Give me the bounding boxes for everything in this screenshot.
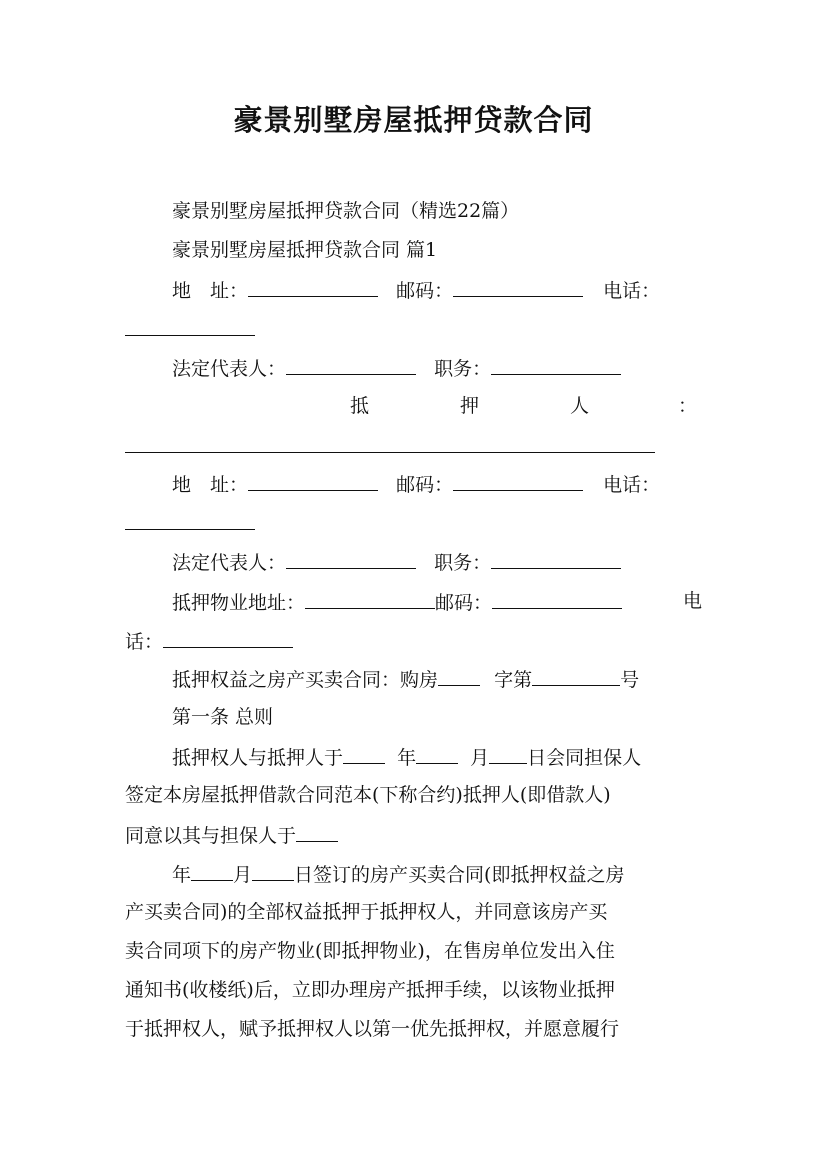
property-phone-blank xyxy=(163,627,293,648)
p2-text-a: 年 xyxy=(172,864,192,886)
postcode-blank xyxy=(453,276,583,297)
phone-label-2: 电话： xyxy=(603,474,661,496)
phone-suffix: 话： xyxy=(125,631,164,653)
p2-line-4: 通知书(收楼纸)后，立即办理房产抵押手续，以该物业抵押 xyxy=(125,979,615,1001)
p1-blank-1 xyxy=(343,743,385,764)
intro-line: 豪景别墅房屋抵押贷款合同（精选22篇） xyxy=(172,200,520,222)
contract-ref-blank-2 xyxy=(532,665,620,686)
phone-blank-2 xyxy=(125,509,255,530)
phone-prefix: 电 xyxy=(683,590,703,612)
position-label: 职务： xyxy=(434,358,492,380)
party-a-contact-line xyxy=(172,276,660,304)
legal-rep-blank-2 xyxy=(286,548,416,569)
mortgagor-char-4: ： xyxy=(678,395,698,417)
p2-text-c: 日签订的房产买卖合同(即抵押权益之房 xyxy=(294,864,625,886)
party-a-phone-continued xyxy=(125,315,255,343)
contract-ref-b: 字第 xyxy=(494,669,533,691)
position-label-2: 职务： xyxy=(434,552,492,574)
postcode-blank-2 xyxy=(453,470,583,491)
phone-label: 电话： xyxy=(603,280,661,302)
mortgagor-char-1: 抵 xyxy=(350,395,370,417)
mortgagor-blank-line xyxy=(125,452,655,453)
party-b-rep-line xyxy=(172,548,621,576)
party-b-phone-continued xyxy=(125,509,255,537)
p1-line-1 xyxy=(172,743,641,771)
property-phone-line xyxy=(125,627,293,655)
address-blank-2 xyxy=(248,470,378,491)
address-label-2: 地 址： xyxy=(172,474,249,496)
property-address-blank xyxy=(305,588,435,609)
p1-text-a: 抵押权人与抵押人于 xyxy=(172,747,344,769)
postcode-label: 邮码： xyxy=(396,280,454,302)
p1-line-2: 签定本房屋抵押借款合同范本(下称合约)抵押人(即借款人) xyxy=(125,784,611,806)
p1-blank-2 xyxy=(416,743,458,764)
phone-blank xyxy=(125,315,255,336)
contract-ref-line xyxy=(172,665,639,693)
p2-text-b: 月 xyxy=(233,864,253,886)
party-b-contact-line xyxy=(172,470,660,498)
contract-ref-a: 抵押权益之房产买卖合同：购房 xyxy=(172,669,439,691)
property-address-line xyxy=(172,588,622,616)
p2-line-3: 卖合同项下的房产物业(即抵押物业)，在售房单位发出入住 xyxy=(125,940,615,962)
p1-blank-4 xyxy=(296,821,338,842)
position-blank xyxy=(491,354,621,375)
contract-ref-blank-1 xyxy=(438,665,480,686)
p2-line-1 xyxy=(172,860,624,888)
p1-line-3 xyxy=(125,821,338,849)
p1-text-c: 月 xyxy=(470,747,490,769)
p2-line-5: 于抵押权人，赋予抵押权人以第一优先抵押权，并愿意履行 xyxy=(125,1018,620,1040)
p1-text-d: 日会同担保人 xyxy=(527,747,642,769)
contract-ref-c: 号 xyxy=(620,669,640,691)
section-subtitle: 豪景别墅房屋抵押贷款合同 篇1 xyxy=(172,239,438,261)
p2-blank-2 xyxy=(252,860,294,881)
property-address-label: 抵押物业地址： xyxy=(172,592,306,614)
postcode-label-2: 邮码： xyxy=(396,474,454,496)
p2-line-2: 产买卖合同)的全部权益抵押于抵押权人，并同意该房产买 xyxy=(125,901,608,923)
mortgagor-char-3: 人 xyxy=(570,395,590,417)
legal-rep-blank xyxy=(286,354,416,375)
p2-blank-1 xyxy=(191,860,233,881)
address-label: 地 址： xyxy=(172,280,249,302)
address-blank xyxy=(248,276,378,297)
p1-text-b: 年 xyxy=(397,747,417,769)
postcode-blank-3 xyxy=(492,588,622,609)
legal-rep-label-2: 法定代表人： xyxy=(172,552,287,574)
document-title: 豪景别墅房屋抵押贷款合同 xyxy=(233,103,594,137)
party-a-rep-line xyxy=(172,354,621,382)
legal-rep-label: 法定代表人： xyxy=(172,358,287,380)
p1-blank-3 xyxy=(489,743,527,764)
p1-text-line3: 同意以其与担保人于 xyxy=(125,825,297,847)
position-blank-2 xyxy=(491,548,621,569)
postcode-label-3: 邮码： xyxy=(435,592,493,614)
mortgagor-char-2: 押 xyxy=(460,395,480,417)
article-1-heading: 第一条 总则 xyxy=(172,706,274,728)
